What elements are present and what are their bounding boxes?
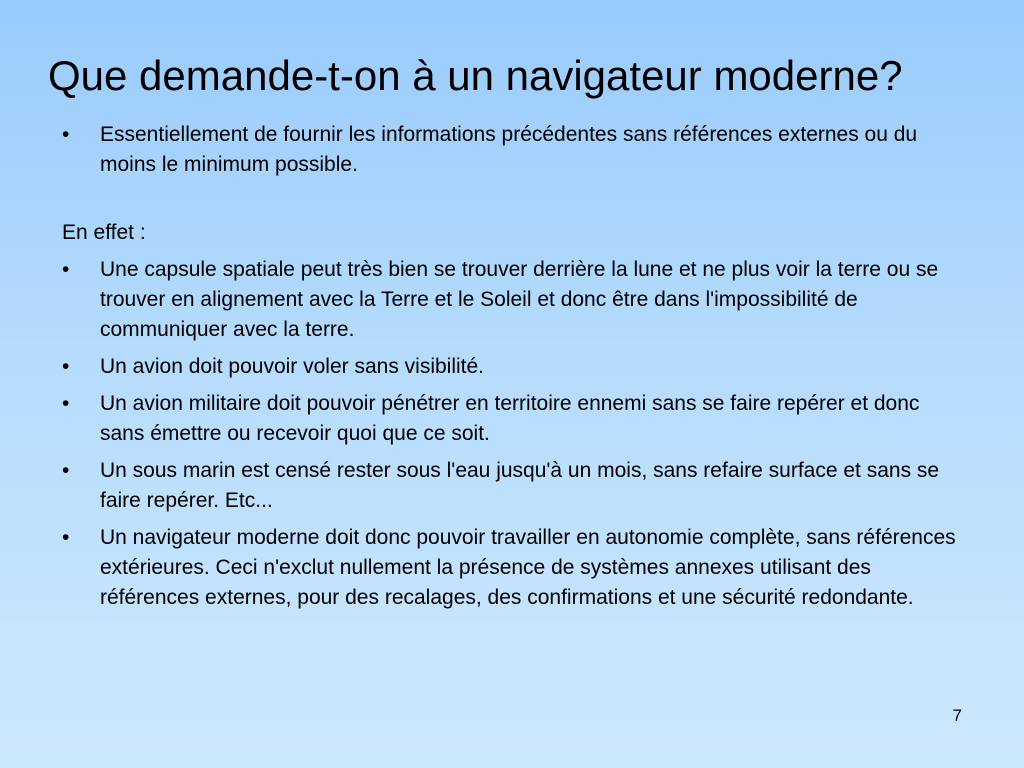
spacer [62, 187, 962, 218]
bullet-item-intro [62, 120, 962, 180]
bullet-text: Essentiellement de fournir les informations précédentes sans références externes ou du moins le minimum possible. [100, 123, 918, 176]
page-number: 7 [952, 706, 962, 725]
bullet-item [62, 255, 962, 345]
bullet-text: Un sous marin est censé rester sous l'eau jusqu'à un mois, sans refaire surface et sans se faire repérer. Etc... [100, 459, 940, 512]
bullet-text: Une capsule spatiale peut très bien se trouver derrière la lune et ne plus voir la terre ou se trouver en alignement avec la Terre et le Soleil et donc être dans l'impossibilité de communiquer avec la terre. [100, 258, 939, 341]
bullet-icon: • [62, 392, 70, 415]
bullet-item [62, 352, 962, 382]
bullet-icon: • [62, 355, 70, 378]
bullet-icon: • [62, 123, 70, 146]
bullet-text: Un avion doit pouvoir voler sans visibilité. [100, 355, 485, 378]
bullet-item [62, 389, 962, 449]
bullet-item [62, 523, 962, 613]
slide-title: Que demande-t-on à un navigateur moderne? [48, 52, 903, 99]
bullet-text: Un avion militaire doit pouvoir pénétrer en territoire ennemi sans se faire repérer et donc sans émettre ou recevoir quoi que ce soit. [100, 392, 920, 445]
bullet-icon: • [62, 459, 70, 482]
subheading: En effet : [62, 221, 146, 244]
bullet-icon: • [62, 526, 70, 549]
bullet-text: Un navigateur moderne doit donc pouvoir travailler en autonomie complète, sans références extérieures. Ceci n'exclut nullement la présence de systèmes annexes utilisant des références externes, pour des recalages, des confirmations et une sécurité redondante. [100, 526, 956, 609]
bullet-item [62, 456, 962, 516]
bullet-icon: • [62, 258, 70, 281]
slide-body [62, 120, 962, 620]
